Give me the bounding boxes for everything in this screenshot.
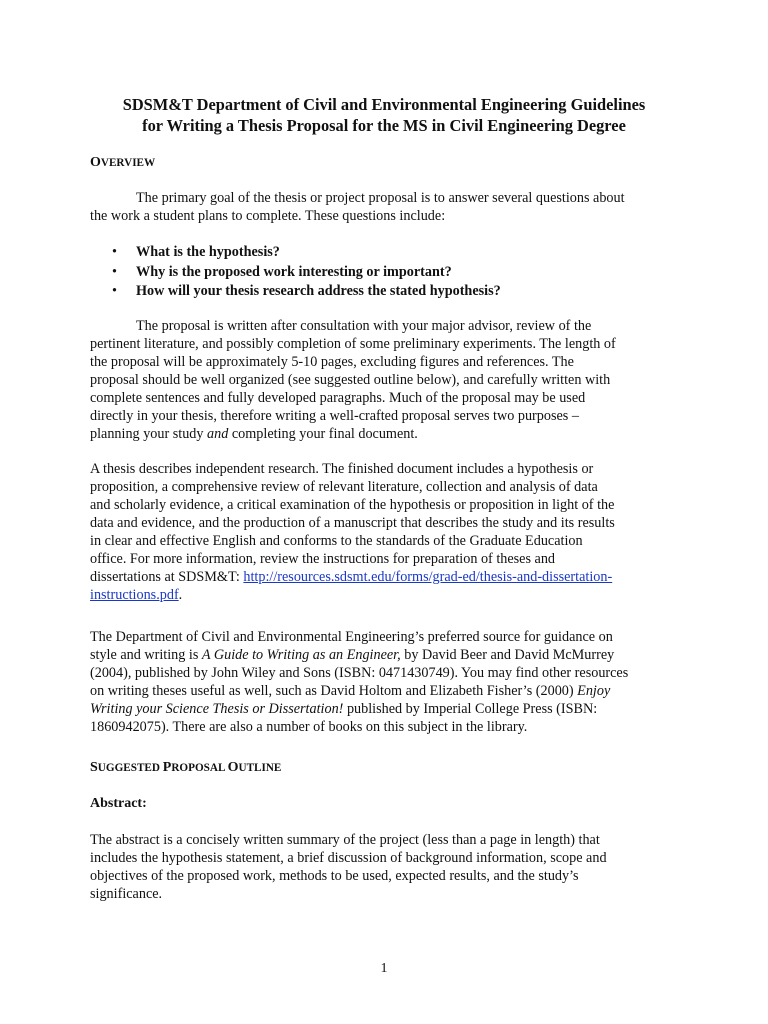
abstract-line: significance. xyxy=(90,886,163,902)
book-title: A Guide to Writing as an Engineer, xyxy=(201,647,401,663)
abstract-line: objectives of the proposed work, methods to be used, expected results, and the study’s xyxy=(90,868,579,884)
department-paragraph xyxy=(90,628,680,736)
proposal-line: complete sentences and fully developed paragraphs. Much of the proposal may be used xyxy=(90,390,586,406)
thesis-line: and scholarly evidence, a critical examination of the hypothesis or proposition in light of the xyxy=(90,497,615,513)
question-list xyxy=(112,243,501,302)
proposal-line-last xyxy=(90,425,680,443)
abstract-paragraph xyxy=(90,831,680,903)
proposal-paragraph xyxy=(90,317,680,443)
outline-heading xyxy=(90,759,281,777)
instructions-link[interactable]: http://resources.sdsmt.edu/forms/grad-ed/thesis-and-dissertation- xyxy=(243,569,613,585)
thesis-paragraph xyxy=(90,460,680,604)
question-text: What is the hypothesis? xyxy=(136,244,280,260)
thesis-line: office. For more information, review the instructions for preparation of theses and xyxy=(90,551,556,567)
title-line-2: for Writing a Thesis Proposal for the MS in Civil Engineering Degree xyxy=(142,116,626,135)
proposal-line: directly in your thesis, therefore writing a well-crafted proposal serves two purposes – xyxy=(90,408,579,424)
book-title: Enjoy xyxy=(577,683,611,699)
abstract-line: The abstract is a concisely written summary of the project (less than a page in length) that xyxy=(90,832,600,848)
dept-text: published by Imperial College Press (ISBN: xyxy=(343,701,598,717)
thesis-line: A thesis describes independent research. The finished document includes a hypothesis or xyxy=(90,461,594,477)
dept-line: The Department of Civil and Environmental Engineering’s preferred source for guidance on xyxy=(90,629,613,645)
question-item xyxy=(112,263,501,283)
bullet-icon: • xyxy=(112,283,117,299)
question-text: How will your thesis research address the stated hypothesis? xyxy=(136,283,501,299)
dept-line: 1860942075). There are also a number of books on this subject in the library. xyxy=(90,719,528,735)
outline-heading-cap: O xyxy=(227,760,239,775)
dept-line xyxy=(90,646,680,664)
dept-line: (2004), published by John Wiley and Sons (ISBN: 0471430749). You may find other resources xyxy=(90,665,629,681)
question-item xyxy=(112,243,501,263)
page-number: 1 xyxy=(380,961,388,976)
abstract-heading: Abstract: xyxy=(90,796,147,811)
title-line-1: SDSM&T Department of Civil and Environmental Engineering Guidelines xyxy=(122,95,646,114)
document-title xyxy=(60,94,708,136)
outline-heading-rest: UTLINE xyxy=(238,762,282,774)
thesis-line: data and evidence, and the production of a manuscript that describes the study and its results xyxy=(90,515,615,531)
dept-text: on writing theses useful as well, such as David Holtom and Elizabeth Fisher’s (2000) xyxy=(90,683,578,699)
proposal-line: the proposal will be approximately 5-10 pages, excluding figures and references. The xyxy=(90,354,574,370)
thesis-text: dissertations at SDSM&T: xyxy=(90,569,244,585)
book-title: Writing your Science Thesis or Dissertation! xyxy=(90,701,344,717)
instructions-link-continued[interactable]: instructions.pdf xyxy=(90,587,179,603)
overview-heading-cap: O xyxy=(90,155,101,170)
intro-line: The primary goal of the thesis or project proposal is to answer several questions about xyxy=(136,190,625,206)
proposal-line: proposal should be well organized (see suggested outline below), and carefully written with xyxy=(90,372,611,388)
bullet-icon: • xyxy=(112,244,117,260)
overview-heading-rest: VERVIEW xyxy=(100,157,156,169)
proposal-line: pertinent literature, and possibly completion of some preliminary experiments. The length of xyxy=(90,336,616,352)
intro-paragraph xyxy=(90,189,680,225)
dept-text: by David Beer and David McMurrey xyxy=(400,647,615,663)
proposal-text: completing your final document. xyxy=(228,426,418,442)
thesis-link-line xyxy=(90,568,680,586)
proposal-emphasis: and xyxy=(207,426,229,442)
outline-heading-rest: UGGESTED xyxy=(97,762,163,774)
dept-line xyxy=(90,700,680,718)
overview-heading xyxy=(90,154,155,172)
question-item xyxy=(112,282,501,302)
thesis-link-line xyxy=(90,586,680,604)
bullet-icon: • xyxy=(112,263,117,280)
question-text: Why is the proposed work interesting or important? xyxy=(136,263,452,280)
thesis-text: . xyxy=(178,587,183,603)
intro-line: the work a student plans to complete. These questions include: xyxy=(90,208,446,224)
outline-heading-cap: S xyxy=(90,760,98,775)
dept-line xyxy=(90,682,680,700)
outline-heading-rest: ROPOSAL xyxy=(171,762,228,774)
thesis-line: in clear and effective English and conforms to the standards of the Graduate Education xyxy=(90,533,583,549)
dept-text: style and writing is xyxy=(90,647,202,663)
proposal-text: planning your study xyxy=(90,426,208,442)
thesis-line: proposition, a comprehensive review of relevant literature, collection and analysis of data xyxy=(90,479,598,495)
outline-heading-cap: P xyxy=(162,760,172,775)
proposal-line: The proposal is written after consultation with your major advisor, review of the xyxy=(136,318,592,334)
abstract-line: includes the hypothesis statement, a brief discussion of background information, scope and xyxy=(90,850,607,866)
